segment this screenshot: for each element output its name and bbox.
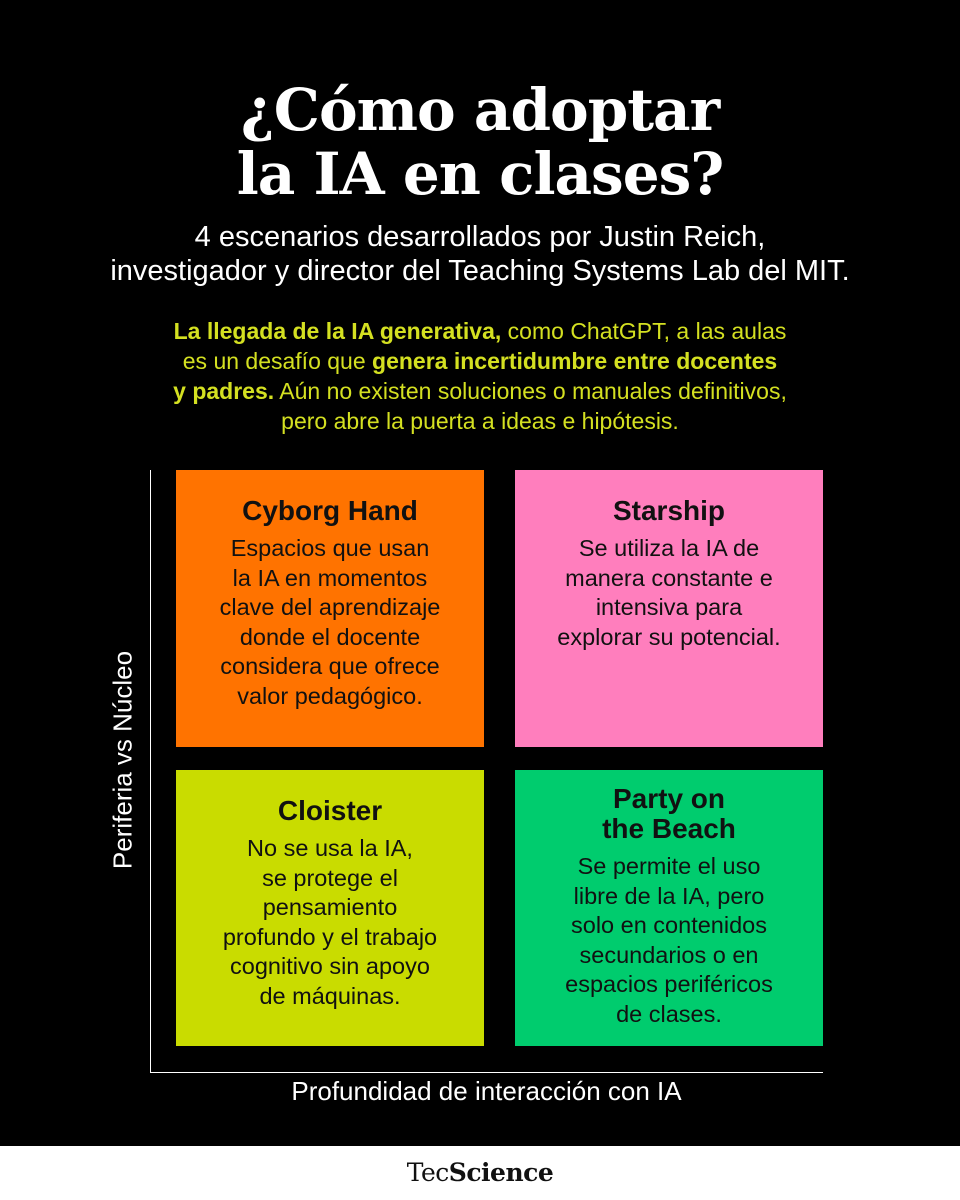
quadrant-line: valor pedagógico. [237,682,423,709]
tecscience-logo [407,1158,554,1188]
quadrant-title [529,784,809,844]
quadrant-description [190,534,470,711]
quadrant-line: considera que ofrece [220,653,440,679]
quadrant-party-on-the-beach [515,770,823,1046]
quadrant-line: Espacios que usan [230,535,430,561]
quadrant-description [190,834,470,1011]
quadrant-line: Se utiliza la IA de [578,535,760,561]
page-title [0,78,960,206]
quadrant-line: donde el docente [239,623,421,650]
quadrant-line: de máquinas. [259,982,401,1009]
quadrant-line: la IA en momentos [232,564,428,591]
intro-paragraph [0,316,960,436]
quadrant-title [529,496,809,526]
intro-line-4: pero abre la puerta a ideas e hipótesis. [281,408,679,434]
y-axis-line [150,470,151,1073]
quadrant-line: Se permite el uso [577,853,761,879]
quadrant-title-line: the Beach [602,813,736,844]
subtitle-line-2: investigador y director del Teaching Systems Lab del MIT. [110,255,850,287]
quadrant-line: solo en contenidos [571,912,767,938]
quadrant-description [529,534,809,652]
title-line-2: la IA en clases? [236,140,724,208]
subtitle [0,220,960,288]
x-axis-label: Profundidad de interacción con IA [291,1076,682,1106]
intro-highlight-3: y padres. [173,378,275,404]
quadrant-cyborg-hand [176,470,484,747]
quadrant-line: profundo y el trabajo [222,923,438,950]
intro-text-1: como ChatGPT, a las aulas [501,318,787,344]
quadrant-cloister [176,770,484,1046]
intro-text-2: es un desafío que [182,348,373,374]
quadrant-line: pensamiento [262,894,398,920]
y-axis-label: Periferia vs Núcleo [107,650,138,870]
intro-highlight-1: La llegada de la IA generativa, [173,318,502,344]
quadrant-starship [515,470,823,747]
intro-highlight-2: genera incertidumbre entre docentes [372,348,778,374]
quadrant-line: intensiva para [595,594,743,620]
quadrant-description [529,852,809,1029]
quadrant-line: de clases. [616,1000,722,1027]
quadrant-line: manera constante e [565,564,773,591]
x-axis-line [150,1072,823,1073]
quadrant-line: cognitivo sin apoyo [230,953,430,979]
quadrant-title-line: Party on [612,783,726,814]
footer [0,1146,960,1200]
subtitle-line-1: 4 escenarios desarrollados por Justin Reich, [194,221,766,253]
intro-line-1 [0,316,960,346]
quadrant-line: No se usa la IA, [247,835,413,861]
quadrant-line: libre de la IA, pero [573,882,765,909]
quadrant-line: secundarios o en [579,941,759,968]
quadrant-line: clave del aprendizaje [219,594,441,620]
logo-text-science: Science [448,1158,554,1187]
quadrant-title-line: Starship [612,495,726,526]
logo-text-tec: Tec [406,1158,449,1187]
intro-line-2 [0,346,960,376]
intro-text-3: Aún no existen soluciones o manuales definitivos, [274,378,787,404]
quadrant-title [190,796,470,826]
quadrant-line: espacios periféricos [565,971,773,997]
quadrant-title-line: Cyborg Hand [242,495,418,526]
title-line-1: ¿Cómo adoptar [240,76,720,144]
intro-line-3 [0,376,960,406]
quadrant-line: explorar su potencial. [557,623,781,650]
quadrant-title-line: Cloister [277,795,383,826]
quadrant-title [190,496,470,526]
quadrant-line: se protege el [262,864,398,891]
